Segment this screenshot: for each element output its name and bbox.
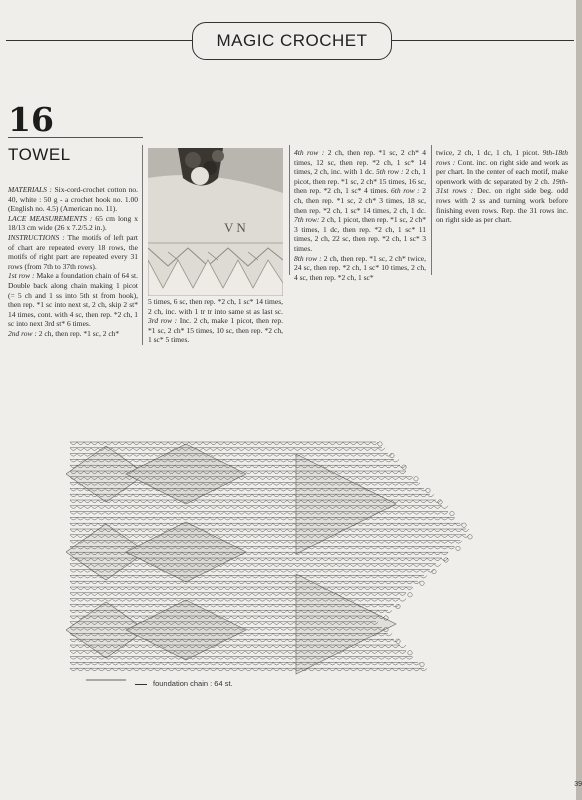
rows-19-31-text: Dec. on right side beg. odd rows with 2 ss and turning work before finishing even rows. Rep. the 31 rows inc. on right side as per chart. (436, 186, 569, 225)
row-2-label: 2nd row : (8, 328, 37, 338)
row-3-label: 3rd row : (148, 316, 178, 326)
brand-header: MAGIC CROCHET (192, 22, 392, 60)
column-divider (142, 145, 143, 345)
row-4-text: 2 ch, then rep. *1 sc, 2 ch* 4 times, 12 sc, then rep. *2 ch, 1 sc* 14 times, 2 ch, inc. with 1 dc. (294, 148, 426, 177)
column-4-continued-text: twice, 2 ch, 1 dc, 1 ch, 1 picot. (436, 148, 540, 157)
chart-caption (135, 679, 233, 688)
pattern-number: 16 (8, 100, 54, 139)
rows-19-31-label: 19th-31st rows : (436, 176, 568, 196)
instructions-text: The motifs of left part of chart are repeated every 18 rows, the motifs of right part are repeated every 31 rows (from 7th to 37th rows). (8, 232, 138, 271)
row-6-label: 6th row : (391, 186, 420, 196)
caption-leader-line (135, 684, 147, 685)
row-3-text: Inc. 2 ch, make 1 picot, then rep. *1 sc, 2 ch* 15 times, 10 sc, then rep. *2 ch, 1 sc* 5 times. (148, 316, 284, 345)
pattern-title: TOWEL (8, 145, 71, 164)
towel-photo (148, 148, 283, 296)
materials-text: Six-cord-crochet cotton no. 40, white : 50 g - a crochet hook no. 1.00 (English no. 4.5) (American no. 11). (8, 185, 138, 214)
chart-caption-text: foundation chain : 64 st. (153, 679, 233, 688)
row-1-text: Make a foundation chain of 64 st. Double back along chain making 1 picot (= 5 ch and 1 ss into 5th st from hook), then rep. *1 sc into next st, 2 ch, skip 2 st* 14 times, cont. with 4 sc, then rep. *2 ch, 1 sc into next 3rd st* 6 times. (8, 271, 138, 329)
page-number: 39 (574, 781, 582, 788)
column-divider (431, 145, 432, 275)
row-5-text: 2 ch, 1 picot, then rep. *1 sc, 2 ch* 15 times, 16 sc, then rep. *2 ch, 1 sc* 4 times. (294, 167, 426, 196)
row-4-label: 4th row : (294, 148, 325, 157)
row-8-label: 8th row : (294, 253, 322, 263)
row-6-text: 2 ch, then rep. *1 sc, 2 ch* 3 times, 18 sc, then rep. *2 ch, 1 sc* 14 times, 2 ch, 1 dc. (294, 186, 426, 215)
binding-gutter (576, 0, 582, 800)
row-1-label: 1st row : (8, 271, 35, 281)
towel-initials: V N (224, 220, 246, 235)
column-4-text (436, 148, 568, 225)
column-divider (289, 145, 290, 275)
row-2-text: 2 ch, then rep. *1 sc, 2 ch* (38, 328, 120, 338)
materials-label: MATERIALS : (8, 185, 52, 194)
lace-measurements-label: LACE MEASUREMENTS : (8, 213, 93, 223)
column-1-text (8, 185, 138, 339)
instructions-label: INSTRUCTIONS : (8, 232, 65, 242)
rows-9-18-text: Cont. inc. on right side and work as per chart. In the center of each motif, make openwork with dc separated by 2 ch. (436, 157, 569, 186)
column-2-continued-text: 5 times, 6 sc, then rep. *2 ch, 1 sc* 14 times, 2 ch, inc. with 1 tr tr into same st as last sc. (148, 297, 283, 316)
column-2-text (148, 297, 283, 345)
row-7-text: 2 ch, 1 picot, then rep. *1 sc, 2 ch* 3 times, 1 dc, then rep. *2 ch, 1 sc* 11 times, 2 ch, 22 sc, then rep. *2 ch, 1 sc* 3 times. (294, 215, 426, 253)
rows-9-18-label: 9th-18th rows : (436, 148, 569, 167)
row-5-label: 5th row : (376, 167, 404, 177)
row-7-label: 7th row: (294, 215, 320, 225)
crochet-chart (66, 434, 496, 689)
lace-measurements-text: 65 cm long x 18/13 cm wide (26 x 7.2/5.2 in.). (8, 213, 139, 233)
towel-photo-illustration (148, 148, 283, 296)
column-3-text (294, 148, 426, 282)
row-8-text: 2 ch, then rep. *1 sc, 2 ch* twice, 24 sc, then rep. *2 ch, 1 sc* 10 times, 2 ch, 4 sc, then rep. *2 ch, 1 sc* (294, 253, 427, 282)
